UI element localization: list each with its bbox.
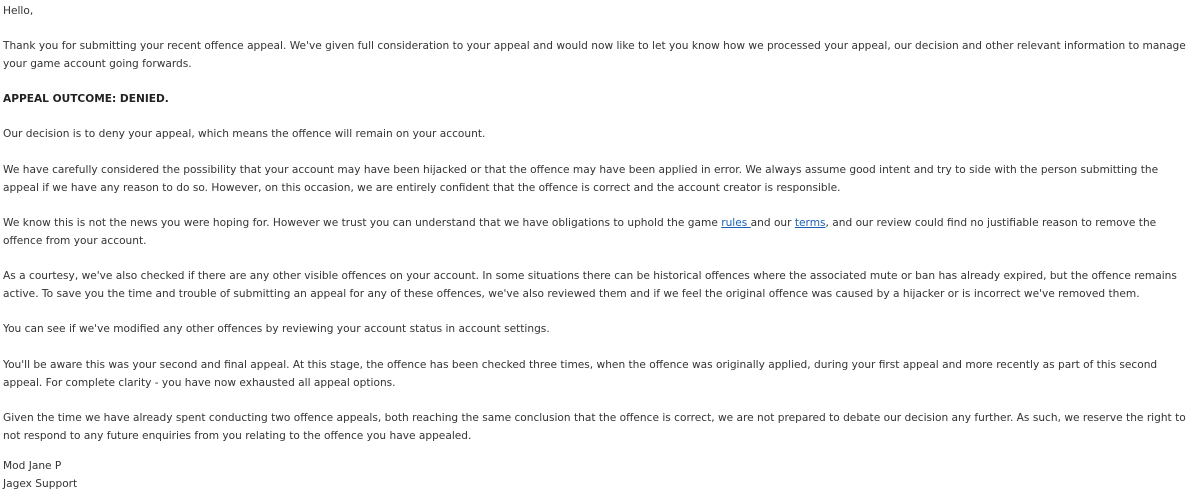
courtesy-paragraph: As a courtesy, we've also checked if there are any other visible offences on your account. In some situations there can be historical offences where the associated mute or ban has already expired, but the offence remains active. To save you the time and trouble of submitting an appeal for any of these offences, we've also reviewed them and if we feel the original offence was caused by a hijacker or is incorrect we've removed them. [3, 270, 1177, 300]
decision-paragraph: Our decision is to deny your appeal, which means the offence will remain on your account. [3, 128, 486, 140]
rules-link[interactable]: rules [721, 217, 751, 229]
obligations-text-end: , and our review could find no justifiable reason to remove the offence from your account. [3, 217, 1157, 247]
signature-name: Mod Jane P [3, 460, 62, 472]
signature-team: Jagex Support [3, 478, 78, 490]
greeting: Hello, [3, 5, 34, 17]
terms-link[interactable]: terms [794, 217, 826, 229]
obligations-text-start: We know this is not the news you were hoping for. However we trust you can understand that we have obligations to uphold the game [3, 217, 722, 229]
considered-paragraph: We have carefully considered the possibility that your account may have been hijacked or that the offence may have been applied in error. We always assume good intent and try to side with the person submitting the appeal if we have any reason to do so. However, on this occasion, we are entirely confident that the offence is correct and the account creator is responsible. [3, 164, 1159, 194]
obligations-paragraph [3, 214, 1195, 250]
account-status-paragraph: You can see if we've modified any other offences by reviewing your account status in account settings. [3, 323, 550, 335]
appeal-outcome-heading: APPEAL OUTCOME: DENIED. [3, 93, 169, 105]
no-debate-paragraph: Given the time we have already spent conducting two offence appeals, both reaching the same conclusion that the offence is correct, we are not prepared to debate our decision any further. As such, we reserve the right to not respond to any future enquiries from you relating to the offence you have appealed. [3, 412, 1186, 442]
obligations-text-middle: and our [750, 217, 795, 229]
final-appeal-paragraph: You'll be aware this was your second and final appeal. At this stage, the offence has been checked three times, when the offence was originally applied, during your first appeal and more recently as part of this second appeal. For complete clarity - you have now exhausted all appeal options. [3, 359, 1158, 389]
intro-paragraph: Thank you for submitting your recent offence appeal. We've given full consideration to your appeal and would now like to let you know how we processed your appeal, our decision and other relevant information to manage your game account going forwards. [3, 40, 1186, 70]
